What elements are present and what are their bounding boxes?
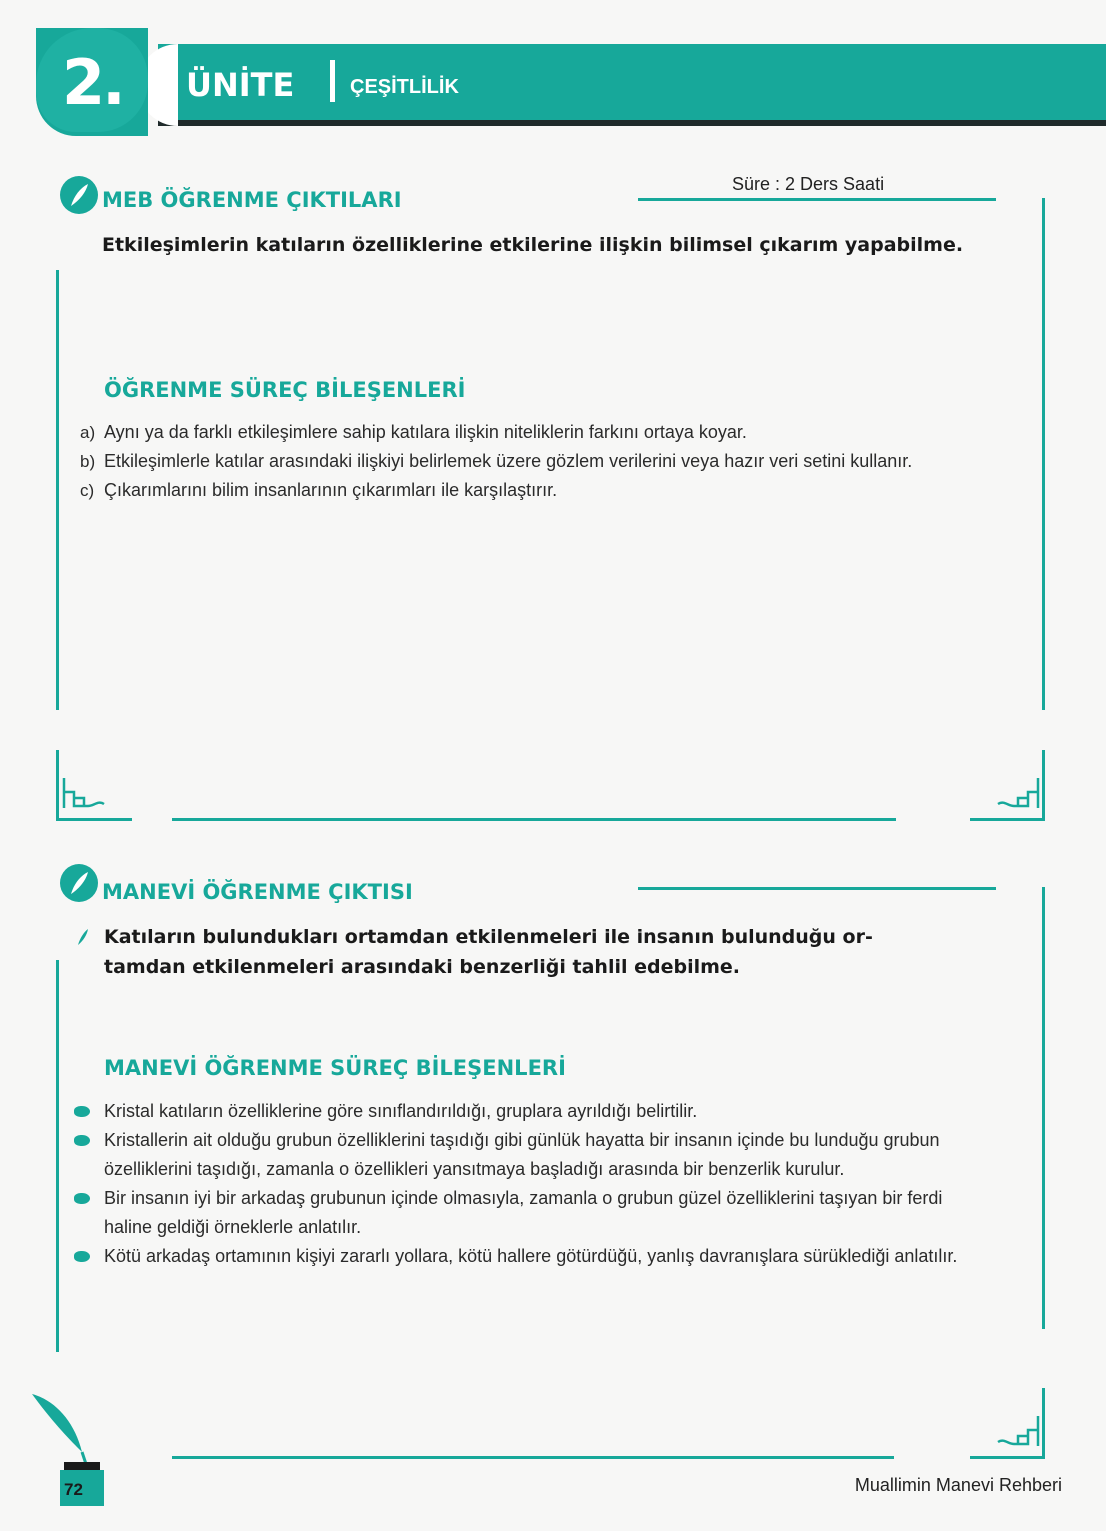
bullet-icon bbox=[74, 1106, 90, 1117]
section2-top-rule bbox=[638, 887, 996, 890]
section2-outcome-line2: tamdan etkilenmeleri arasındaki benzerliği tahlil edebilme. bbox=[104, 956, 740, 978]
list-item bbox=[104, 1097, 994, 1126]
list-item bbox=[80, 447, 1034, 476]
header-separator bbox=[330, 60, 335, 102]
section2-process-title: MANEVİ ÖĞRENME SÜREÇ BİLEŞENLERİ bbox=[104, 1056, 566, 1080]
list-item bbox=[104, 1126, 994, 1184]
unit-number: 2. bbox=[62, 46, 123, 119]
ornament-right-icon bbox=[994, 1412, 1042, 1454]
list-item-text: Kötü arkadaş ortamının kişiyi zararlı yollara, kötü hallere götürdüğü, yanlış davranışlara sürüklediği anlatılır. bbox=[104, 1246, 958, 1266]
list-item bbox=[80, 476, 1034, 505]
list-item-text: Etkileşimlerle katılar arasındaki ilişkiyi belirlemek üzere gözlem verilerini veya hazır veri setini kullanır. bbox=[104, 451, 913, 471]
section1-left-border-lower bbox=[56, 750, 59, 820]
quill-icon bbox=[60, 864, 98, 902]
section2-outcome-line1: Katıların bulundukları ortamdan etkilenmeleri ile insanın bulunduğu or- bbox=[104, 926, 873, 948]
section1-top-rule bbox=[638, 198, 996, 201]
section1-bottom-rule-right bbox=[970, 818, 1045, 821]
list-item-text: Kristal katıların özelliklerine göre sınıflandırıldığı, gruplara ayrıldığı belirtilir. bbox=[104, 1101, 698, 1121]
bullet-icon bbox=[74, 1135, 90, 1146]
section1-process-title: ÖĞRENME SÜREÇ BİLEŞENLERİ bbox=[104, 378, 466, 402]
list-item bbox=[104, 1184, 994, 1242]
list-item-text: Bir insanın iyi bir arkadaş grubunun içinde olmasıyla, zamanla o grubun güzel özelliklerini taşıyan bir ferdi haline geldiği örneklerle anlatılır. bbox=[104, 1188, 943, 1237]
section2-bottom-rule bbox=[172, 1456, 894, 1459]
list-marker: b) bbox=[80, 452, 96, 471]
section1-title: MEB ÖĞRENME ÇIKTILARI bbox=[102, 188, 402, 212]
bullet-icon bbox=[74, 1193, 90, 1204]
section2-bottom-rule-right bbox=[970, 1456, 1045, 1459]
section1-bottom-rule-left bbox=[56, 818, 132, 821]
section2-process-list bbox=[104, 1097, 994, 1271]
section2-left-border bbox=[56, 960, 59, 1352]
section1-outcome: Etkileşimlerin katıların özelliklerine etkilerine ilişkin bilimsel çıkarım yapabilme. bbox=[102, 234, 964, 256]
list-item-text: Çıkarımlarını bilim insanlarının çıkarımları ile karşılaştırır. bbox=[104, 480, 558, 500]
duration-label: Süre : 2 Ders Saati bbox=[732, 174, 885, 194]
section2-right-border-lower bbox=[1042, 1388, 1045, 1458]
section1-bottom-rule bbox=[172, 818, 896, 821]
section1-left-border bbox=[56, 270, 59, 710]
section1-process-list bbox=[80, 418, 1034, 505]
page-number: 72 bbox=[64, 1480, 83, 1499]
ornament-left-icon bbox=[60, 774, 108, 816]
list-marker: a) bbox=[80, 423, 96, 442]
list-item-text: Aynı ya da farklı etkileşimlere sahip katılara ilişkin niteliklerin farkını ortaya koyar. bbox=[104, 422, 747, 442]
unit-label: ÜNİTE bbox=[186, 66, 295, 104]
ornament-right-icon bbox=[994, 774, 1042, 816]
list-item bbox=[80, 418, 1034, 447]
section2-right-border bbox=[1042, 887, 1045, 1329]
small-quill-icon bbox=[76, 928, 90, 946]
list-marker: c) bbox=[80, 481, 95, 500]
bullet-icon bbox=[74, 1251, 90, 1262]
section1-right-border-lower bbox=[1042, 750, 1045, 820]
header-bar bbox=[158, 44, 1106, 126]
unit-title: ÇEŞİTLİLİK bbox=[350, 76, 459, 98]
quill-icon bbox=[60, 176, 98, 214]
list-item bbox=[104, 1242, 994, 1271]
book-title: Muallimin Manevi Rehberi bbox=[854, 1475, 1062, 1495]
section1-right-border bbox=[1042, 198, 1045, 710]
section2-outcome bbox=[104, 922, 1004, 982]
section2-title: MANEVİ ÖĞRENME ÇIKTISI bbox=[102, 880, 413, 904]
list-item-text: Kristallerin ait olduğu grubun özelliklerini taşıdığı gibi günlük hayatta bir insanın içinde bu lunduğu grubun özelliklerini taşıdığı, zamanla o özellikleri yansıtmaya başladığı arasında bir benzerlik kurulur. bbox=[104, 1130, 940, 1179]
